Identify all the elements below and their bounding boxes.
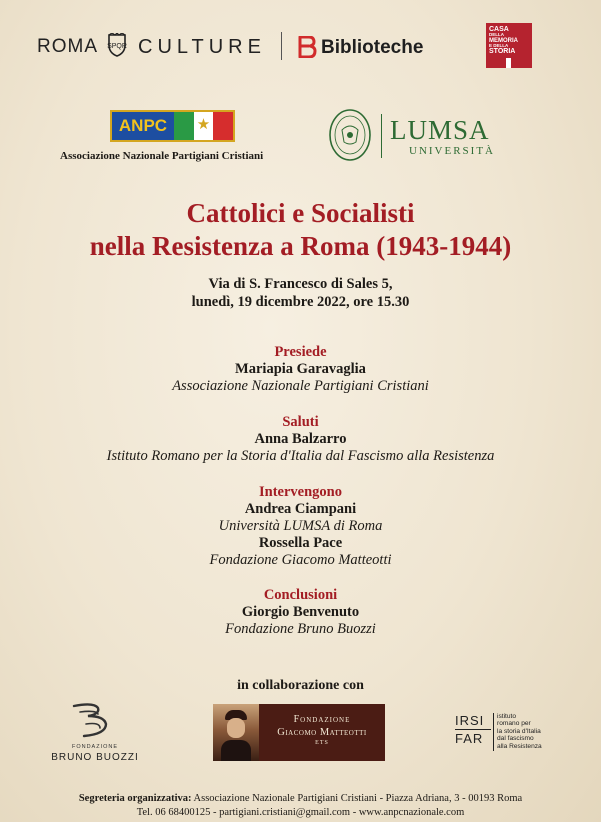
anpc-caption: Associazione Nazionale Partigiani Cristiani (60, 150, 264, 162)
event-title-line2: nella Resistenza a Roma (1943-1944) (89, 231, 512, 261)
irsifar-description (497, 713, 542, 750)
lumsa-wordmark: LUMSA (390, 115, 490, 145)
casa-memoria-logo (486, 23, 532, 68)
role-conclusioni: Conclusioni (263, 587, 338, 603)
event-address: Via di S. Francesco di Sales 5, (208, 276, 393, 292)
anpc-badge-text: ANPC (118, 116, 168, 135)
footer-contacts: Tel. 06 68400125 - partigiani.cristiani@gmail.com - www.anpcnazionale.com (136, 807, 465, 818)
event-datetime: lunedì, 19 dicembre 2022, ore 15.30 (191, 294, 410, 310)
irsifar-logo-bottom: FAR (455, 731, 484, 746)
casa-door-icon (506, 58, 511, 68)
matteotti-portrait (213, 704, 259, 761)
roma-crest-icon (107, 33, 127, 57)
footer-line1 (0, 792, 601, 806)
biblioteche-wordmark: Biblioteche (321, 37, 424, 58)
role-presiede: Presiede (274, 344, 327, 360)
buozzi-logo-icon (70, 700, 120, 742)
footer-label: Segreteria organizzativa: (78, 793, 192, 804)
person-speaker-1: Andrea Ciampani (244, 501, 357, 517)
irsifar-desc-2: romano per (497, 720, 531, 728)
person-presiede: Mariapia Garavaglia (235, 361, 366, 377)
irsifar-desc-1: istituto (497, 713, 517, 720)
anpc-badge (110, 110, 235, 142)
person-saluti: Anna Balzarro (254, 431, 347, 447)
irsifar-desc-3: la storia d'Italia (497, 727, 541, 735)
irsifar-logo-top: IRSI (455, 713, 491, 730)
affiliation-speaker-2: Fondazione Giacomo Matteotti (209, 552, 392, 568)
role-saluti: Saluti (282, 414, 319, 430)
footer-address: Associazione Nazionale Partigiani Cristiani - Piazza Adriana, 3 - 00193 Roma (193, 793, 523, 804)
affiliation-conclusioni: Fondazione Bruno Buozzi (225, 621, 376, 637)
casa-line1: CASA (489, 26, 509, 33)
person-conclusioni: Giorgio Benvenuto (241, 604, 360, 620)
matteotti-line3: ETS (315, 740, 329, 746)
casa-line5: STORIA (489, 48, 516, 55)
matteotti-line2: Giacomo Matteotti (277, 727, 367, 738)
buozzi-small-label: FONDAZIONE (71, 744, 119, 750)
svg-text:SPQR: SPQR (107, 43, 127, 50)
lumsa-subtitle: UNIVERSITÀ (409, 145, 495, 157)
casa-line3: MEMORIA (489, 37, 518, 44)
italian-flag-icon (174, 112, 233, 140)
irsifar-desc-5: alla Resistenza (497, 742, 542, 750)
header-divider (281, 32, 282, 60)
lumsa-divider (381, 114, 382, 158)
star-icon: ★ (196, 117, 211, 134)
matteotti-logo (213, 704, 385, 761)
matteotti-line1: Fondazione (293, 714, 351, 725)
biblioteche-logo-icon (297, 36, 317, 58)
affiliation-presiede: Associazione Nazionale Partigiani Cristiani (172, 378, 429, 394)
affiliation-speaker-1: Università LUMSA di Roma (218, 518, 383, 534)
role-intervengono: Intervengono (259, 484, 342, 500)
irsifar-divider (493, 713, 494, 751)
affiliation-saluti: Istituto Romano per la Storia d'Italia dal Fascismo alla Resistenza (106, 448, 495, 464)
casa-line4: E DELLA (489, 42, 509, 48)
buozzi-name: BRUNO BUOZZI (51, 752, 139, 763)
person-speaker-2: Rossella Pace (258, 535, 343, 551)
irsifar-logo (455, 713, 491, 751)
collaboration-label: in collaborazione con (237, 678, 364, 693)
lumsa-seal-icon (328, 108, 372, 162)
casa-line2: DELLA (489, 32, 504, 37)
irsifar-desc-4: dal fascismo (497, 735, 534, 743)
roma-wordmark: ROMA (37, 36, 98, 57)
culture-wordmark: CULTURE (138, 36, 266, 58)
event-title-line1: Cattolici e Socialisti (186, 198, 415, 228)
